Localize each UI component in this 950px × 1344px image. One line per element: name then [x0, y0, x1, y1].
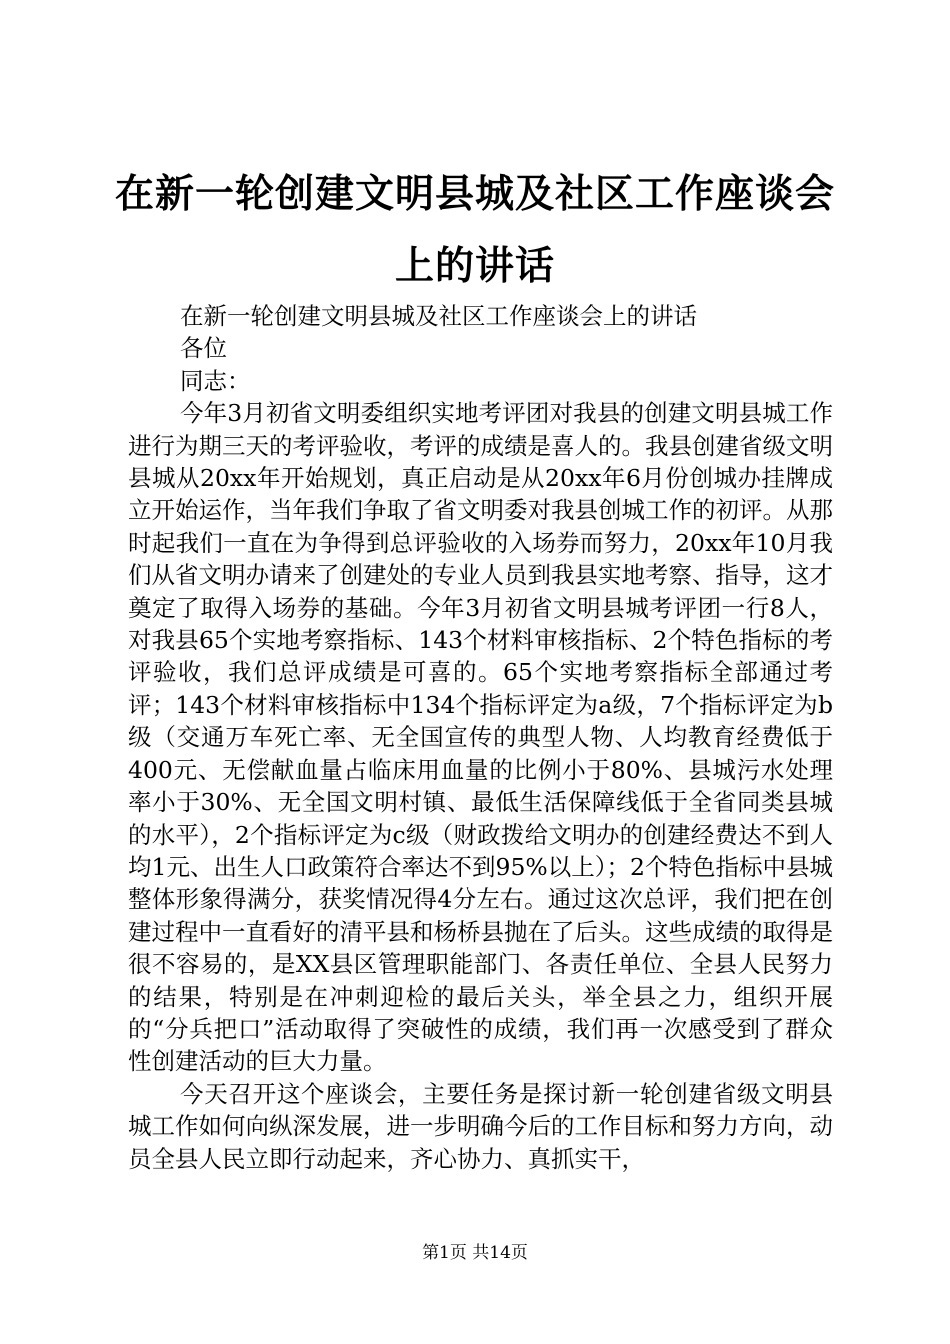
page-number-footer: 第1页 共14页: [422, 1243, 528, 1263]
document-subtitle: 在新一轮创建文明县城及社区工作座谈会上的讲话: [180, 302, 697, 330]
body-paragraph-1: 今年3月初省文明委组织实地考评团对我县的创建文明县城工作进行为期三天的考评验收，考评的成绩是喜人的。我县创建省级文明县城从20xx年开始规划，真正启动是从20xx年6月份创城办挂牌成立开始运作，当年我们争取了省文明委对我县创城工作的初评。从那时起我们一直在为争得到总评验收的入场券而努力，20xx年10月我们从省文明办请来了创建处的专业人员到我县实地考察、指导，这才奠定了取得入场券的基础。今年3月初省文明县城考评团一行8人，对我县65个实地考察指标、143个材料审核指标、2个特色指标的考评验收，我们总评成绩是可喜的。65个实地考察指标全部通过考评；143个材料审核指标中134个指标评定为a级，7个指标评定为b级（交通万车死亡率、无全国宣传的典型人物、人均教育经费低于400元、无偿献血量占临床用血量的比例小于80%、县城污水处理率小于30%、无全国文明村镇、最低生活保障线低于全省同类县城的水平），2个指标评定为c级（财政拨给文明办的创建经费达不到人均1元、出生人口政策符合率达不到95%以上）；2个特色指标中县城整体形象得满分，获奖情况得4分左右。通过这次总评，我们把在创建过程中一直看好的清平县和杨桥县抛在了后头。这些成绩的取得是很不容易的，是XX县区管理职能部门、各责任单位、全县人民努力的结果，特别是在冲刺迎检的最后关头，举全县之力，组织开展的“分兵把口”活动取得了突破性的成绩，我们再一次感受到了群众性创建活动的巨大力量。: [128, 399, 833, 1076]
body-paragraph-2: 今天召开这个座谈会，主要任务是探讨新一轮创建省级文明县城工作如何向纵深发展，进一步明确今后的工作目标和努力方向，动员全县人民立即行动起来，齐心协力、真抓实干，: [128, 1079, 833, 1173]
document-title: 在新一轮创建文明县城及社区工作座谈会上的讲话: [114, 171, 835, 289]
salutation-line-1: 各位: [180, 334, 227, 363]
document-body: [128, 300, 833, 1175]
salutation-line-2: 同志：: [180, 366, 251, 395]
